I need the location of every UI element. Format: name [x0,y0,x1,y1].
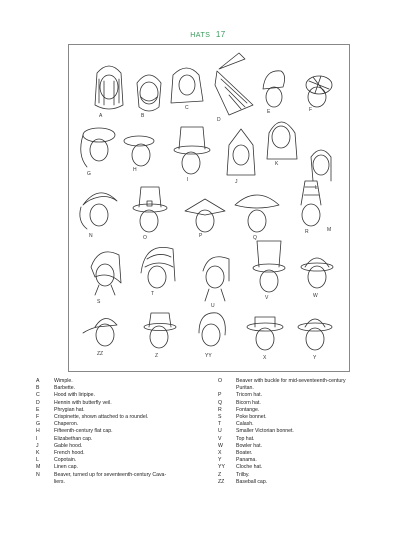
fig-label-j: J [235,179,238,185]
legend-letter: R [218,406,222,413]
fig-label-w: W [313,293,318,299]
legend-description: French hood. [54,450,85,457]
legend-description: Baseball cap. [236,478,268,485]
legend-description: Fontange. [236,406,260,413]
head-trilby [144,313,176,348]
head-crispinette [306,76,332,107]
legend-letter: X [218,450,222,457]
legend-letter [218,385,236,392]
legend-entry [218,385,386,392]
legend-description: Bicorn hat. [236,399,261,406]
fig-label-s: S [97,299,101,305]
legend-entry [218,464,386,471]
fig-label-zz: ZZ [97,351,104,357]
legend-entry [218,392,386,399]
legend-entry [36,443,206,450]
head-calash [141,247,175,288]
legend-letter: F [36,414,40,421]
fig-label-p: P [199,233,203,239]
legend-entry [218,472,386,479]
legend-description: Gable hood. [54,442,83,449]
legend-letter: V [218,435,222,442]
legend-entry [218,436,386,443]
legend-letter: A [36,378,40,384]
legend-letter: O [218,378,223,384]
head-panama [298,319,332,350]
legend-description: Phrygian hat. [54,406,85,413]
running-header [0,30,416,39]
legend-letter: U [218,428,222,435]
fig-label-d: D [217,117,221,123]
legend-letter: L [36,457,39,464]
legend-letter: YY [218,464,225,471]
head-top-hat [253,241,285,292]
legend-entry [36,428,206,435]
legend-description: Top hat. [236,435,255,442]
legend-entry [36,457,206,464]
legend-description: Hood with liripipe. [54,392,95,399]
legend-entry [36,464,206,471]
legend-entry [36,414,206,421]
legend-description: Beaver, turned up for seventeenth-century Cava- [54,471,167,478]
legend-letter: Z [218,471,222,478]
legend-description: Puritan. [236,385,254,392]
legend-description: Poke bonnet. [236,414,267,421]
head-chaperon [81,128,115,167]
legend-description: Trilby. [236,471,250,478]
section-title: HATS [190,32,211,39]
legend-description: Beaver with buckle for mid-seventeenth-century [236,378,346,384]
legend-description: Elizabethan cap. [54,435,93,442]
legend-letter: N [36,471,40,478]
head-fontange [301,181,321,226]
hats-line-drawings [69,45,349,371]
legend-description: liers. [54,478,65,485]
legend-entry [36,378,206,385]
legend-column-right [218,378,386,486]
legend-description: Linen cap. [54,464,78,471]
legend-entry [36,400,206,407]
fig-label-l: L [315,185,318,191]
fig-label-q: Q [253,235,257,241]
legend-letter: P [218,392,222,399]
legend-entry [218,414,386,421]
legend-description: Copotain. [54,457,77,464]
legend-description: Chaperon. [54,421,79,428]
head-puritan-beaver [133,187,167,232]
fig-label-i: I [187,177,189,183]
fig-label-m: M [327,227,332,233]
legend-entry [218,479,386,486]
legend-letter: K [36,450,40,457]
fig-label-yy: YY [205,353,212,359]
fig-label-r: R [305,229,309,235]
head-baseball-cap [83,318,117,346]
legend-letter: Y [218,457,222,464]
legend-description: Fifteenth-century flat cap. [54,428,113,435]
hats-illustration-plate [68,44,350,372]
legend-description: Barbette. [54,385,76,392]
fig-label-h: H [133,167,137,173]
legend-column-left [36,378,206,486]
legend-description: Cloche hat. [236,464,263,471]
head-french-hood [267,122,297,159]
legend-letter: E [36,406,40,413]
head-flat-cap [124,136,154,166]
fig-label-u: U [211,303,215,309]
fig-label-v: V [265,295,269,301]
head-barbette [137,75,161,111]
head-linen-cap [311,150,331,181]
fig-label-f: F [309,107,313,113]
fig-label-e: E [267,109,271,115]
legend-description: Hennin with butterfly veil. [54,399,112,406]
head-bicorn [235,195,279,232]
legend-entry [36,436,206,443]
legend-letter: M [36,464,41,471]
head-victorian-bonnet [203,257,229,301]
legend-entry [36,407,206,414]
legend-letter [36,479,54,486]
head-phrygian [263,71,285,107]
legend-letter: T [218,421,222,428]
legend-letter: G [36,421,41,428]
legend-letter: H [36,428,40,435]
legend-entry [218,457,386,464]
head-tricorn [185,199,225,232]
legend-letter: D [36,399,40,406]
head-bowler [301,258,333,288]
legend-letter: I [36,435,38,442]
legend-letter: B [36,385,40,392]
legend-description: Bowler hat. [236,442,262,449]
legend-entry [218,407,386,414]
legend-entry [218,421,386,428]
fig-label-y: Y [313,355,317,361]
fig-label-n: N [89,233,93,239]
legend-entry [36,472,206,479]
head-wimple [95,66,123,109]
legend-letter: J [36,442,39,449]
head-copotain [174,127,210,174]
legend-description: Crispinette, shown attached to a roundel. [54,414,149,421]
legend-letter: S [218,414,222,421]
fig-label-c: C [185,105,189,111]
head-hood-liripipe [171,68,203,103]
legend-entry [36,385,206,392]
head-cloche [199,313,225,346]
fig-label-o: O [143,235,147,241]
legend-entry [36,450,206,457]
legend-letter: ZZ [218,478,225,485]
legend-entry [36,421,206,428]
legend-description: Panama. [236,457,257,464]
fig-label-a: A [99,113,103,119]
legend-entry [218,428,386,435]
legend-description: Smaller Victorian bonnet. [236,428,294,435]
fig-label-t: T [151,291,155,297]
fig-label-b: B [141,113,145,119]
head-poke-bonnet [91,252,121,295]
legend-description: Tricorn hat. [236,392,263,399]
fig-label-g: G [87,171,91,177]
legend-letter: Q [218,399,223,406]
head-gable-hood [227,129,255,175]
fig-label-k: K [275,161,279,167]
head-cavalier-beaver [80,193,117,229]
fig-label-z: Z [155,353,159,359]
legend-letter: W [218,442,223,449]
legend-entry [218,443,386,450]
legend-entry [218,450,386,457]
legend-entry [36,392,206,399]
fig-label-x: X [263,355,267,361]
head-boater [247,317,283,350]
head-hennin [215,53,253,115]
page-number: 17 [215,30,226,39]
legend-description: Calash. [236,421,254,428]
legend-entry [36,479,206,486]
legend-description: Boater. [236,450,253,457]
legend-entry [218,378,386,385]
legend-entry [218,400,386,407]
legend-description: Wimple. [54,378,73,384]
legend-letter: C [36,392,40,399]
